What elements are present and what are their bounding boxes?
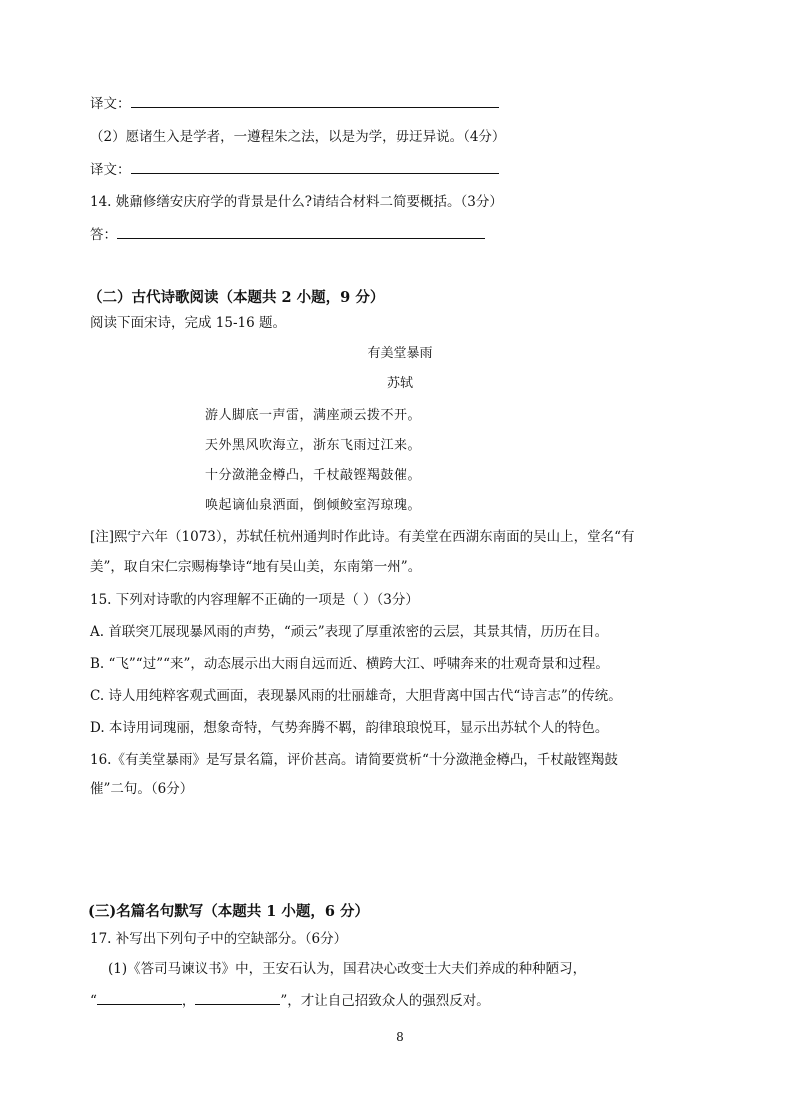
- comma: ，: [181, 993, 196, 1009]
- translation-label-2: [90, 159, 499, 179]
- poem-line: 天外黑风吹海立，浙东飞雨过江来。: [205, 438, 422, 453]
- q15-option-a: A. 首联突兀展现暴风雨的声势，“顽云”表现了厚重浓密的云层，其景其情，历历在目。: [90, 624, 609, 640]
- poem-title: 有美堂暴雨: [367, 346, 433, 361]
- note-line-1: [注]熙宁六年（1073），苏轼任杭州通判时作此诗。有美堂在西湖东南面的吴山上，堂名“有: [90, 529, 635, 545]
- poem-line: 唤起谪仙泉洒面，倒倾鲛室泻琼瑰。: [205, 498, 422, 513]
- q16-line-1: 16.《有美堂暴雨》是写景名篇，评价甚高。请简要赏析“十分潋滟金樽凸，千杖敲铿羯鼓: [90, 752, 618, 768]
- q17-item1-line2: [90, 990, 490, 1010]
- q15-option-d: D. 本诗用词瑰丽，想象奇特，气势奔腾不羁，韵律琅琅悦耳，显示出苏轼个人的特色。: [90, 720, 609, 736]
- translation-label-text: 译文：: [90, 96, 131, 112]
- poem-line: 十分潋滟金樽凸，千杖敲铿羯鼓催。: [205, 468, 422, 483]
- answer-blank[interactable]: [131, 159, 499, 174]
- q17-question: 17. 补写出下列句子中的空缺部分。（6分）: [90, 931, 348, 947]
- q17-item1-line1: (1)《答司马谏议书》中，王安石认为，国君决心改变士大夫们养成的种种陋习，: [108, 961, 587, 977]
- page-number: 8: [396, 1030, 404, 1044]
- answer-label: 答：: [90, 227, 117, 243]
- poem-line: 游人脚底一声雷，满座顽云拨不开。: [205, 408, 422, 423]
- open-quote: “: [90, 993, 97, 1009]
- q15-option-b: B. “飞”“过”“来”，动态展示出大雨自远而近、横跨大江、呼啸奔来的壮观奇景和过程。: [90, 656, 609, 672]
- fill-blank-1[interactable]: [97, 990, 182, 1005]
- q14-answer-line: [90, 224, 485, 244]
- q13-item2: （2）愿诸生入是学者，一遵程朱之法，以是为学，毋迂异说。（4分）: [90, 129, 506, 145]
- q15-option-c: C. 诗人用纯粹客观式画面，表现暴风雨的壮丽雄奇，大胆背离中国古代“诗言志”的传统。: [90, 688, 622, 704]
- note-line-2: 美”，取自宋仁宗赐梅挚诗“地有吴山美，东南第一州”。: [90, 559, 422, 575]
- translation-label-1: [90, 93, 499, 113]
- section3-heading: (三)名篇名句默写（本题共 1 小题，6 分）: [88, 903, 370, 920]
- section2-heading: （二）古代诗歌阅读（本题共 2 小题，9 分）: [88, 289, 385, 306]
- translation-label-text: 译文：: [90, 162, 131, 178]
- poem-author: 苏轼: [386, 376, 413, 391]
- answer-blank[interactable]: [131, 93, 499, 108]
- q14-question: 14. 姚鼐修缮安庆府学的背景是什么?请结合材料二简要概括。（3分）: [90, 194, 503, 210]
- fill-blank-2[interactable]: [195, 990, 280, 1005]
- item1-tail: ”，才让自己招致众人的强烈反对。: [280, 993, 490, 1009]
- section2-instruction: 阅读下面宋诗，完成 15-16 题。: [90, 315, 287, 331]
- q15-question: 15. 下列对诗歌的内容理解不正确的一项是（ ）（3分）: [90, 592, 419, 608]
- answer-blank[interactable]: [117, 224, 485, 239]
- q16-line-2: 催”二句。（6分）: [90, 781, 194, 797]
